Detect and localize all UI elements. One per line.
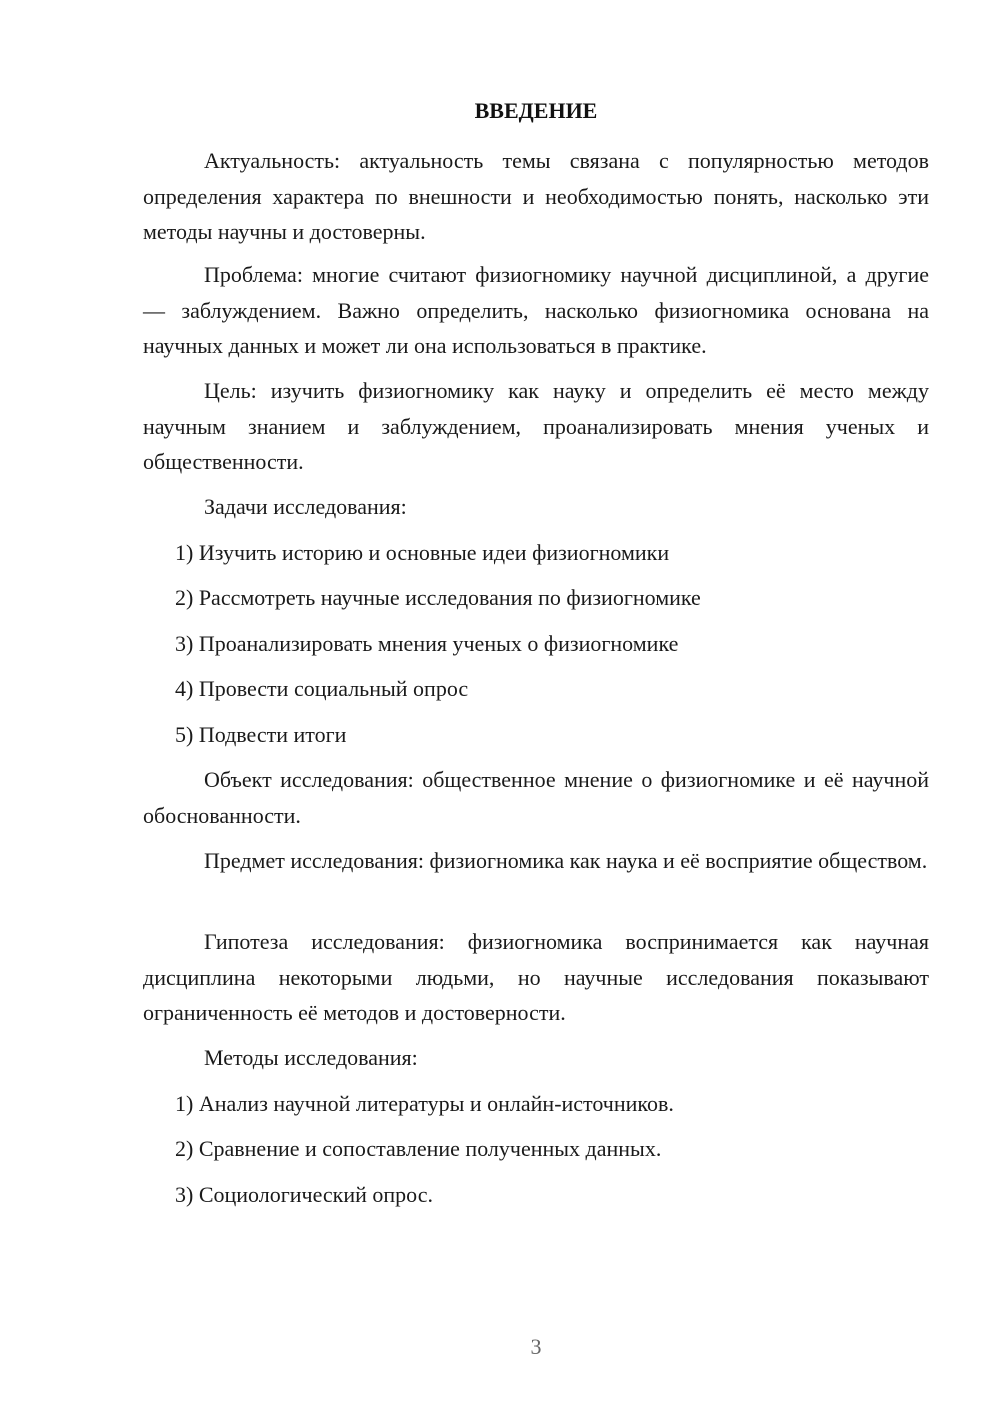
- task-item: 3) Проанализировать мнения ученых о физиогномике: [175, 631, 679, 656]
- problem-paragraph: Проблема: многие считают физиогномику научной дисциплиной, а другие — заблуждением. Важно определить, насколько физиогномика основана на научных данных и может ли она использоваться в практике.: [143, 262, 929, 358]
- page-title: ВВЕДЕНИЕ: [474, 98, 598, 123]
- object-paragraph: Объект исследования: общественное мнение о физиогномике и её научной обоснованности.: [143, 767, 929, 828]
- methods-heading: Методы исследования:: [204, 1045, 418, 1070]
- method-item: 3) Социологический опрос.: [175, 1182, 433, 1207]
- hypothesis-paragraph: Гипотеза исследования: физиогномика воспринимается как научная дисциплина некоторыми людьми, но научные исследования показывают ограниченность её методов и достоверности.: [143, 929, 929, 1025]
- task-item: 2) Рассмотреть научные исследования по физиогномике: [175, 585, 701, 610]
- tasks-heading: Задачи исследования:: [204, 494, 407, 519]
- task-item: 1) Изучить историю и основные идеи физиогномики: [175, 540, 670, 565]
- task-item: 5) Подвести итоги: [175, 722, 347, 747]
- method-item: 2) Сравнение и сопоставление полученных данных.: [175, 1136, 662, 1161]
- method-item: 1) Анализ научной литературы и онлайн-источников.: [175, 1091, 674, 1116]
- subject-paragraph: Предмет исследования: физиогномика как наука и её восприятие обществом.: [204, 848, 928, 873]
- relevance-paragraph: Актуальность: актуальность темы связана с популярностью методов определения характера по внешности и необходимостью понять, насколько эти методы научны и достоверны.: [143, 148, 929, 244]
- page-number: 3: [530, 1334, 542, 1359]
- goal-paragraph: Цель: изучить физиогномику как науку и определить её место между научным знанием и заблуждением, проанализировать мнения ученых и общественности.: [143, 378, 929, 474]
- task-item: 4) Провести социальный опрос: [175, 676, 469, 701]
